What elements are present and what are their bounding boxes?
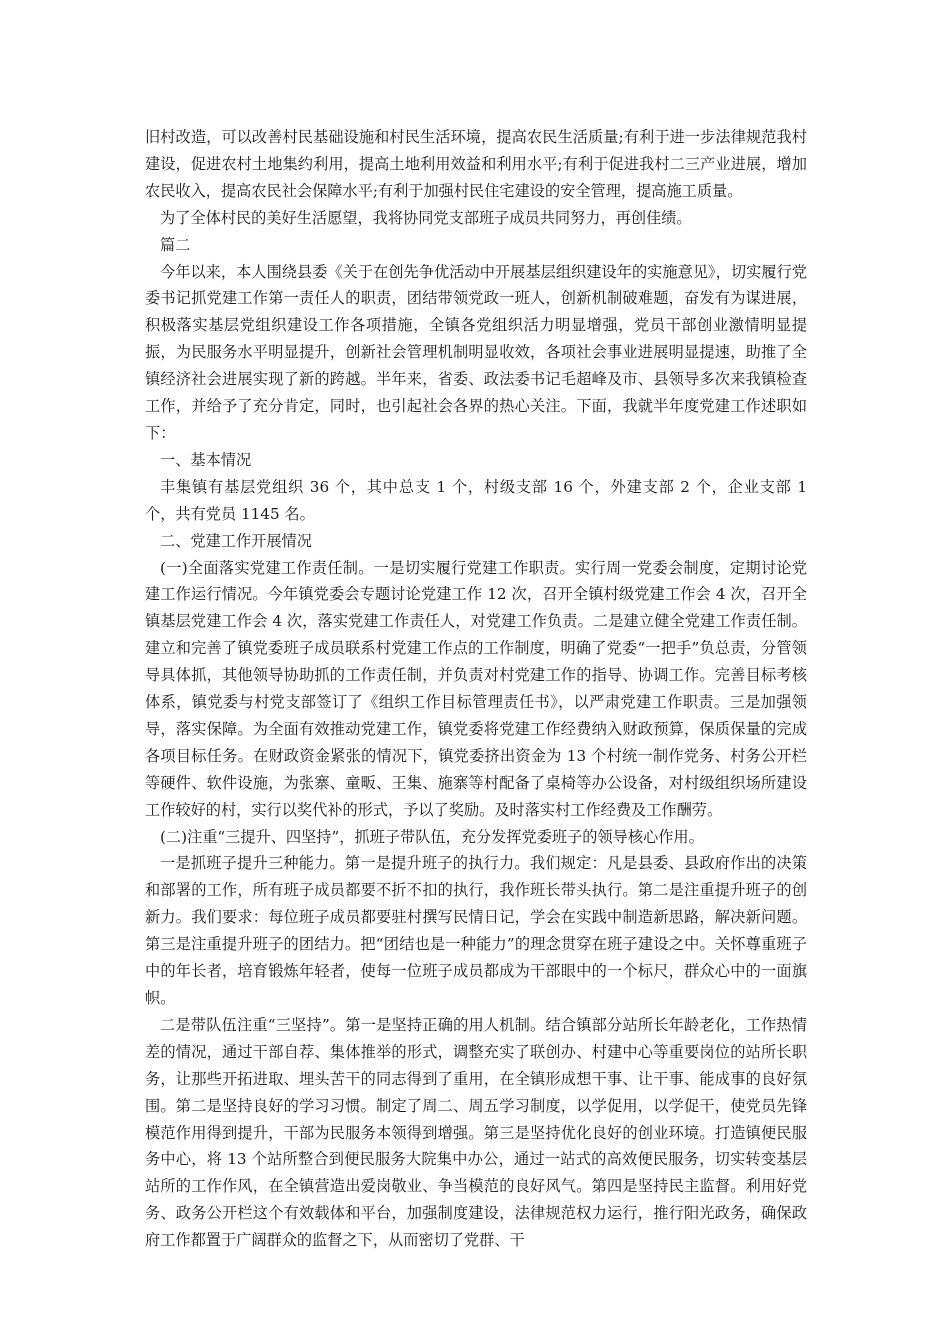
paragraph-leadership-ability: 一是抓班子提升三种能力。第一是提升班子的执行力。我们规定：凡是县委、县政府作出的决策和部署的工作，所有班子成员都要不折不扣的执行，我作班长带头执行。第二是注重提升班子的创新力。我们要求：每位班子成员都要驻村撰写民情日记，学会在实践中制造新思路，解决新问题。第三是注重提升班子的团结力。把“团结也是一种能力”的理念贯穿在班子建设之中。关怀尊重班子中的年长者，培育锻炼年轻者，使每一位班子成员都成为干部眼中的一个标尺，群众心中的一面旗帜。 [145, 854, 807, 1007]
paragraph-1: 旧村改造，可以改善村民基础设施和村民生活环境，提高农民生活质量;有利于进一步法律规范我村建设，促进农村土地集约利用，提高土地利用效益和利用水平;有利于促进我村二三产业进展，增加农民收入，提高农民社会保障水平;有利于加强村民住宅建设的安全管理，提高施工质量。 [145, 128, 807, 200]
paragraph-basic-situation: 丰集镇有基层党组织 36 个，其中总支 1 个，村级支部 16 个，外建支部 2 个，企业支部 1 个，共有党员 1145 名。 [145, 477, 807, 523]
paragraph-responsibility: (一)全面落实党建工作责任制。一是切实履行党建工作职责。实行周一党委会制度，定期讨论党建工作运行情况。今年镇党委会专题讨论党建工作 12 次，召开全镇村级党建工作会 4 次，召开全镇基层党建工作会 4 次，落实党建工作责任人，对党建工作负责。二是建立健全党建工作责任制。建立和完善了镇党委班子成员联系村党建工作点的工作制度，明确了党委“一把手”负总责，分管领导具体抓，其他领导协助抓的工作责任制，并负责对村党建工作的指导、协调工作。完善目标考核体系，镇党委与村党支部签订了《组织工作目标管理责任书》，以严肃党建工作职责。三是加强领导，落实保障。为全面有效推动党建工作，镇党委将党建工作经费纳入财政预算，保质保量的完成各项目标任务。在财政资金紧张的情况下，镇党委挤出资金为 13 个村统一制作党务、村务公开栏等硬件、软件设施，为张寨、童畈、王集、施寨等村配备了桌椅等办公设备，对村级组织场所建设工作较好的村，实行以奖代补的形式，予以了奖励。及时落实村工作经费及工作酬劳。 [145, 558, 807, 819]
paragraph-three-four: (二)注重“三提升、四坚持”，抓班子带队伍，充分发挥党委班子的领导核心作用。 [160, 827, 704, 846]
paragraph-2: 为了全体村民的美好生活愿望，我将协同党支部班子成员共同努力，再创佳绩。 [160, 208, 692, 227]
paragraph-team-building: 二是带队伍注重“三坚持”。第一是坚持正确的用人机制。结合镇部分站所长年龄老化，工作热情差的情况，通过干部自荐、集体推举的形式，调整充实了联创办、村建中心等重要岗位的站所长职务，让那些开拓进取、埋头苦干的同志得到了重用，在全镇形成想干事、让干事、能成事的良好氛围。第二是坚持良好的学习习惯。制定了周二、周五学习制度，以学促用，以学促干，使党员先锋模范作用得到提升，干部为民服务本领得到增强。第三是坚持优化良好的创业环境。打造镇便民服务中心，将 13 个站所整合到便民服务大院集中办公，通过一站式的高效便民服务，切实转变基层站所的工作作风，在全镇营造出爱岗敬业、争当模范的良好风气。第四是坚持民主监督。利用好党务、政务公开栏这个有效载体和平台，加强制度建设，法律规范权力运行，推行阳光政务，确保政府工作都置于广阔群众的监督之下，从而密切了党群、干 [145, 1015, 807, 1250]
document-body [145, 124, 807, 1254]
section-heading-pian-er: 篇二 [160, 235, 191, 254]
section-heading-work-progress: 二、党建工作开展情况 [160, 531, 312, 550]
paragraph-intro: 今年以来，本人围绕县委《关于在创先争优活动中开展基层组织建设年的实施意见》，切实履行党委书记抓党建工作第一责任人的职责，团结带领党政一班人，创新机制破难题，奋发有为谋进展，积极落实基层党组织建设工作各项措施，全镇各党组织活力明显增强，党员干部创业激情明显提振，为民服务水平明显提升，创新社会管理机制明显收效，各项社会事业进展明显提速，助推了全镇经济社会进展实现了新的跨越。半年来，省委、政法委书记毛超峰及市、县领导多次来我镇检查工作，并给予了充分肯定，同时，也引起社会各界的热心关注。下面，我就半年度党建工作述职如下： [145, 262, 807, 442]
section-heading-basic-situation: 一、基本情况 [160, 450, 252, 469]
